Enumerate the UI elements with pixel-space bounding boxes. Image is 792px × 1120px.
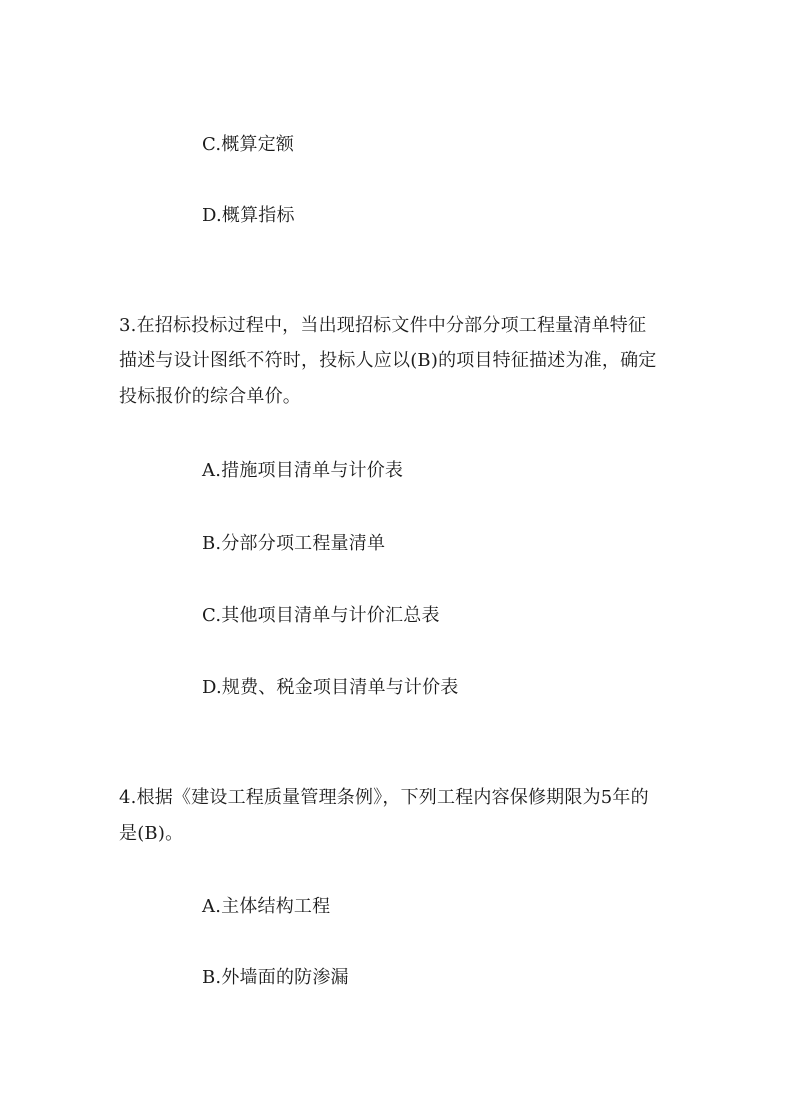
option-c-prev: C.概算定额	[202, 134, 295, 155]
question-3-option-d: D.规费、税金项目清单与计价表	[202, 677, 459, 698]
question-3-line-1: 3.在招标投标过程中，当出现招标文件中分部分项工程量清单特征	[119, 315, 647, 336]
question-3-line-3: 投标报价的综合单价。	[119, 386, 301, 407]
question-4-line-2: 是(B)。	[119, 823, 184, 844]
question-4-option-a: A.主体结构工程	[202, 896, 331, 917]
question-3-option-a: A.措施项目清单与计价表	[202, 460, 404, 481]
question-3-option-c: C.其他项目清单与计价汇总表	[202, 605, 440, 626]
question-3-option-b: B.分部分项工程量清单	[202, 533, 386, 554]
question-3-line-2: 描述与设计图纸不符时，投标人应以(B)的项目特征描述为准，确定	[119, 350, 657, 371]
question-4-option-b: B.外墙面的防渗漏	[202, 967, 349, 988]
option-d-prev: D.概算指标	[202, 205, 295, 226]
question-4-line-1: 4.根据《建设工程质量管理条例》，下列工程内容保修期限为5年的	[119, 787, 649, 808]
